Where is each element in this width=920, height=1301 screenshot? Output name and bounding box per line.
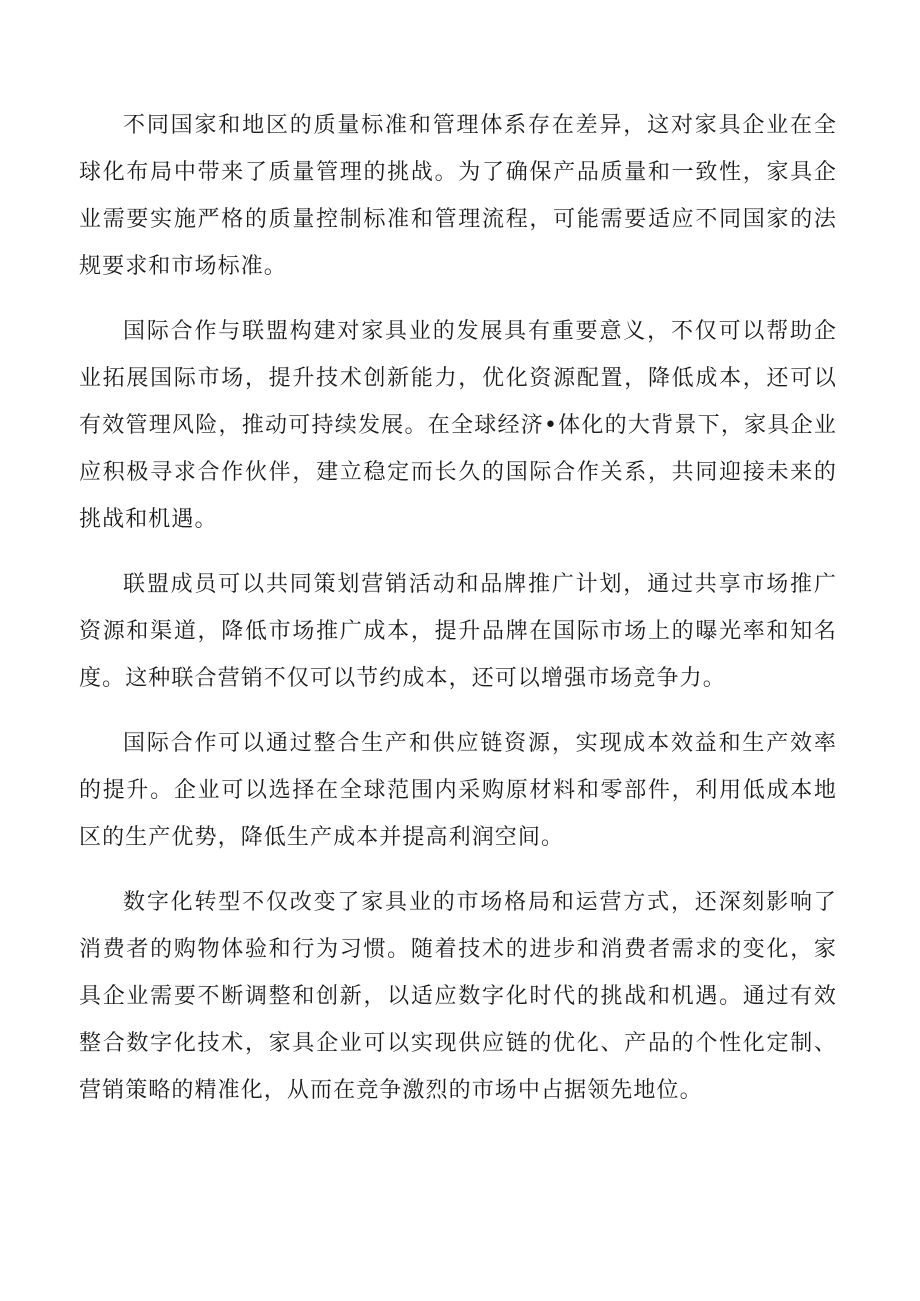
paragraph-international-alliance: 国际合作与联盟构建对家具业的发展具有重要意义，不仅可以帮助企业拓展国际市场，提升技术创新能力，优化资源配置，降低成本，还可以有效管理风险，推动可持续发展。在全球经济•体化的大背景下，家具企业应积极寻求合作伙伴，建立稳定而长久的国际合作关系，共同迎接未来的挑战和机遇。: [79, 319, 837, 532]
paragraph-supply-chain: 国际合作可以通过整合生产和供应链资源，实现成本效益和生产效率的提升。企业可以选择在全球范围内采购原材料和零部件，利用低成本地区的生产优势，降低生产成本并提高利润空间。: [79, 731, 837, 850]
body-text: [79, 102, 837, 1132]
paragraph-joint-marketing: 联盟成员可以共同策划营销活动和品牌推广计划，通过共享市场推广资源和渠道，降低市场推广成本，提升品牌在国际市场上的曝光率和知名度。这种联合营销不仅可以节约成本，还可以增强市场竞争力。: [79, 572, 837, 691]
paragraph-digital-transformation: 数字化转型不仅改变了家具业的市场格局和运营方式，还深刻影响了消费者的购物体验和行为习惯。随着技术的进步和消费者需求的变化，家具企业需要不断调整和创新，以适应数字化时代的挑战和机遇。通过有效整合数字化技术，家具企业可以实现供应链的优化、产品的个性化定制、营销策略的精准化，从而在竞争激烈的市场中占据领先地位。: [79, 890, 837, 1103]
paragraph-quality-standards: 不同国家和地区的质量标准和管理体系存在差异，这对家具企业在全球化布局中带来了质量管理的挑战。为了确保产品质量和一致性，家具企业需要实施严格的质量控制标准和管理流程，可能需要适应不同国家的法规要求和市场标准。: [79, 113, 837, 279]
